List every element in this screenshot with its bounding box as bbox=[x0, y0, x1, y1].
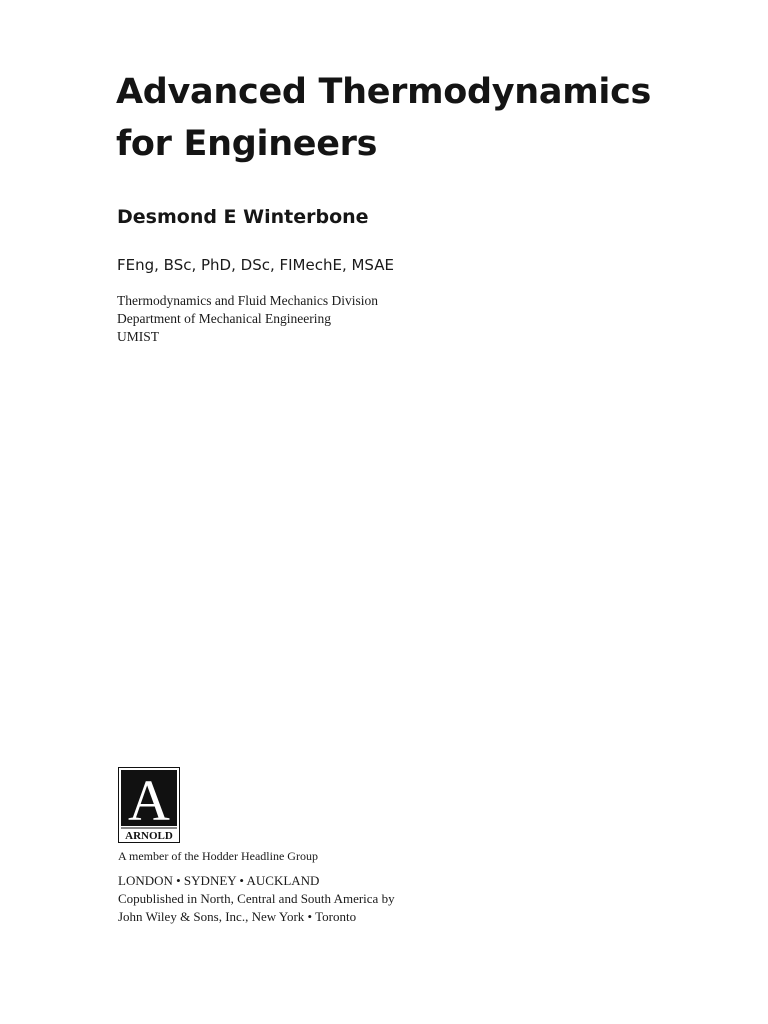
copublisher-line-2: John Wiley & Sons, Inc., New York • Toronto bbox=[118, 909, 357, 924]
book-title-line-2: for Engineers bbox=[116, 124, 378, 164]
publisher-group-note: A member of the Hodder Headline Group bbox=[118, 849, 318, 863]
author-name: Desmond E Winterbone bbox=[117, 206, 369, 228]
book-title-line-1: Advanced Thermodynamics bbox=[116, 72, 652, 112]
logo-name: ARNOLD bbox=[125, 830, 173, 842]
publisher-cities: LONDON • SYDNEY • AUCKLAND bbox=[118, 873, 320, 888]
affiliation-institution: UMIST bbox=[117, 329, 160, 344]
affiliation-department: Department of Mechanical Engineering bbox=[117, 311, 332, 326]
author-affiliation bbox=[117, 292, 378, 346]
logo-letter: A bbox=[128, 768, 170, 833]
author-credentials: FEng, BSc, PhD, DSc, FIMechE, MSAE bbox=[117, 256, 394, 274]
copublisher-line-1: Copublished in North, Central and South America by bbox=[118, 891, 395, 906]
affiliation-division: Thermodynamics and Fluid Mechanics Division bbox=[117, 293, 378, 308]
publisher-info bbox=[118, 872, 395, 926]
arnold-logo bbox=[118, 767, 180, 843]
book-title bbox=[116, 66, 651, 170]
